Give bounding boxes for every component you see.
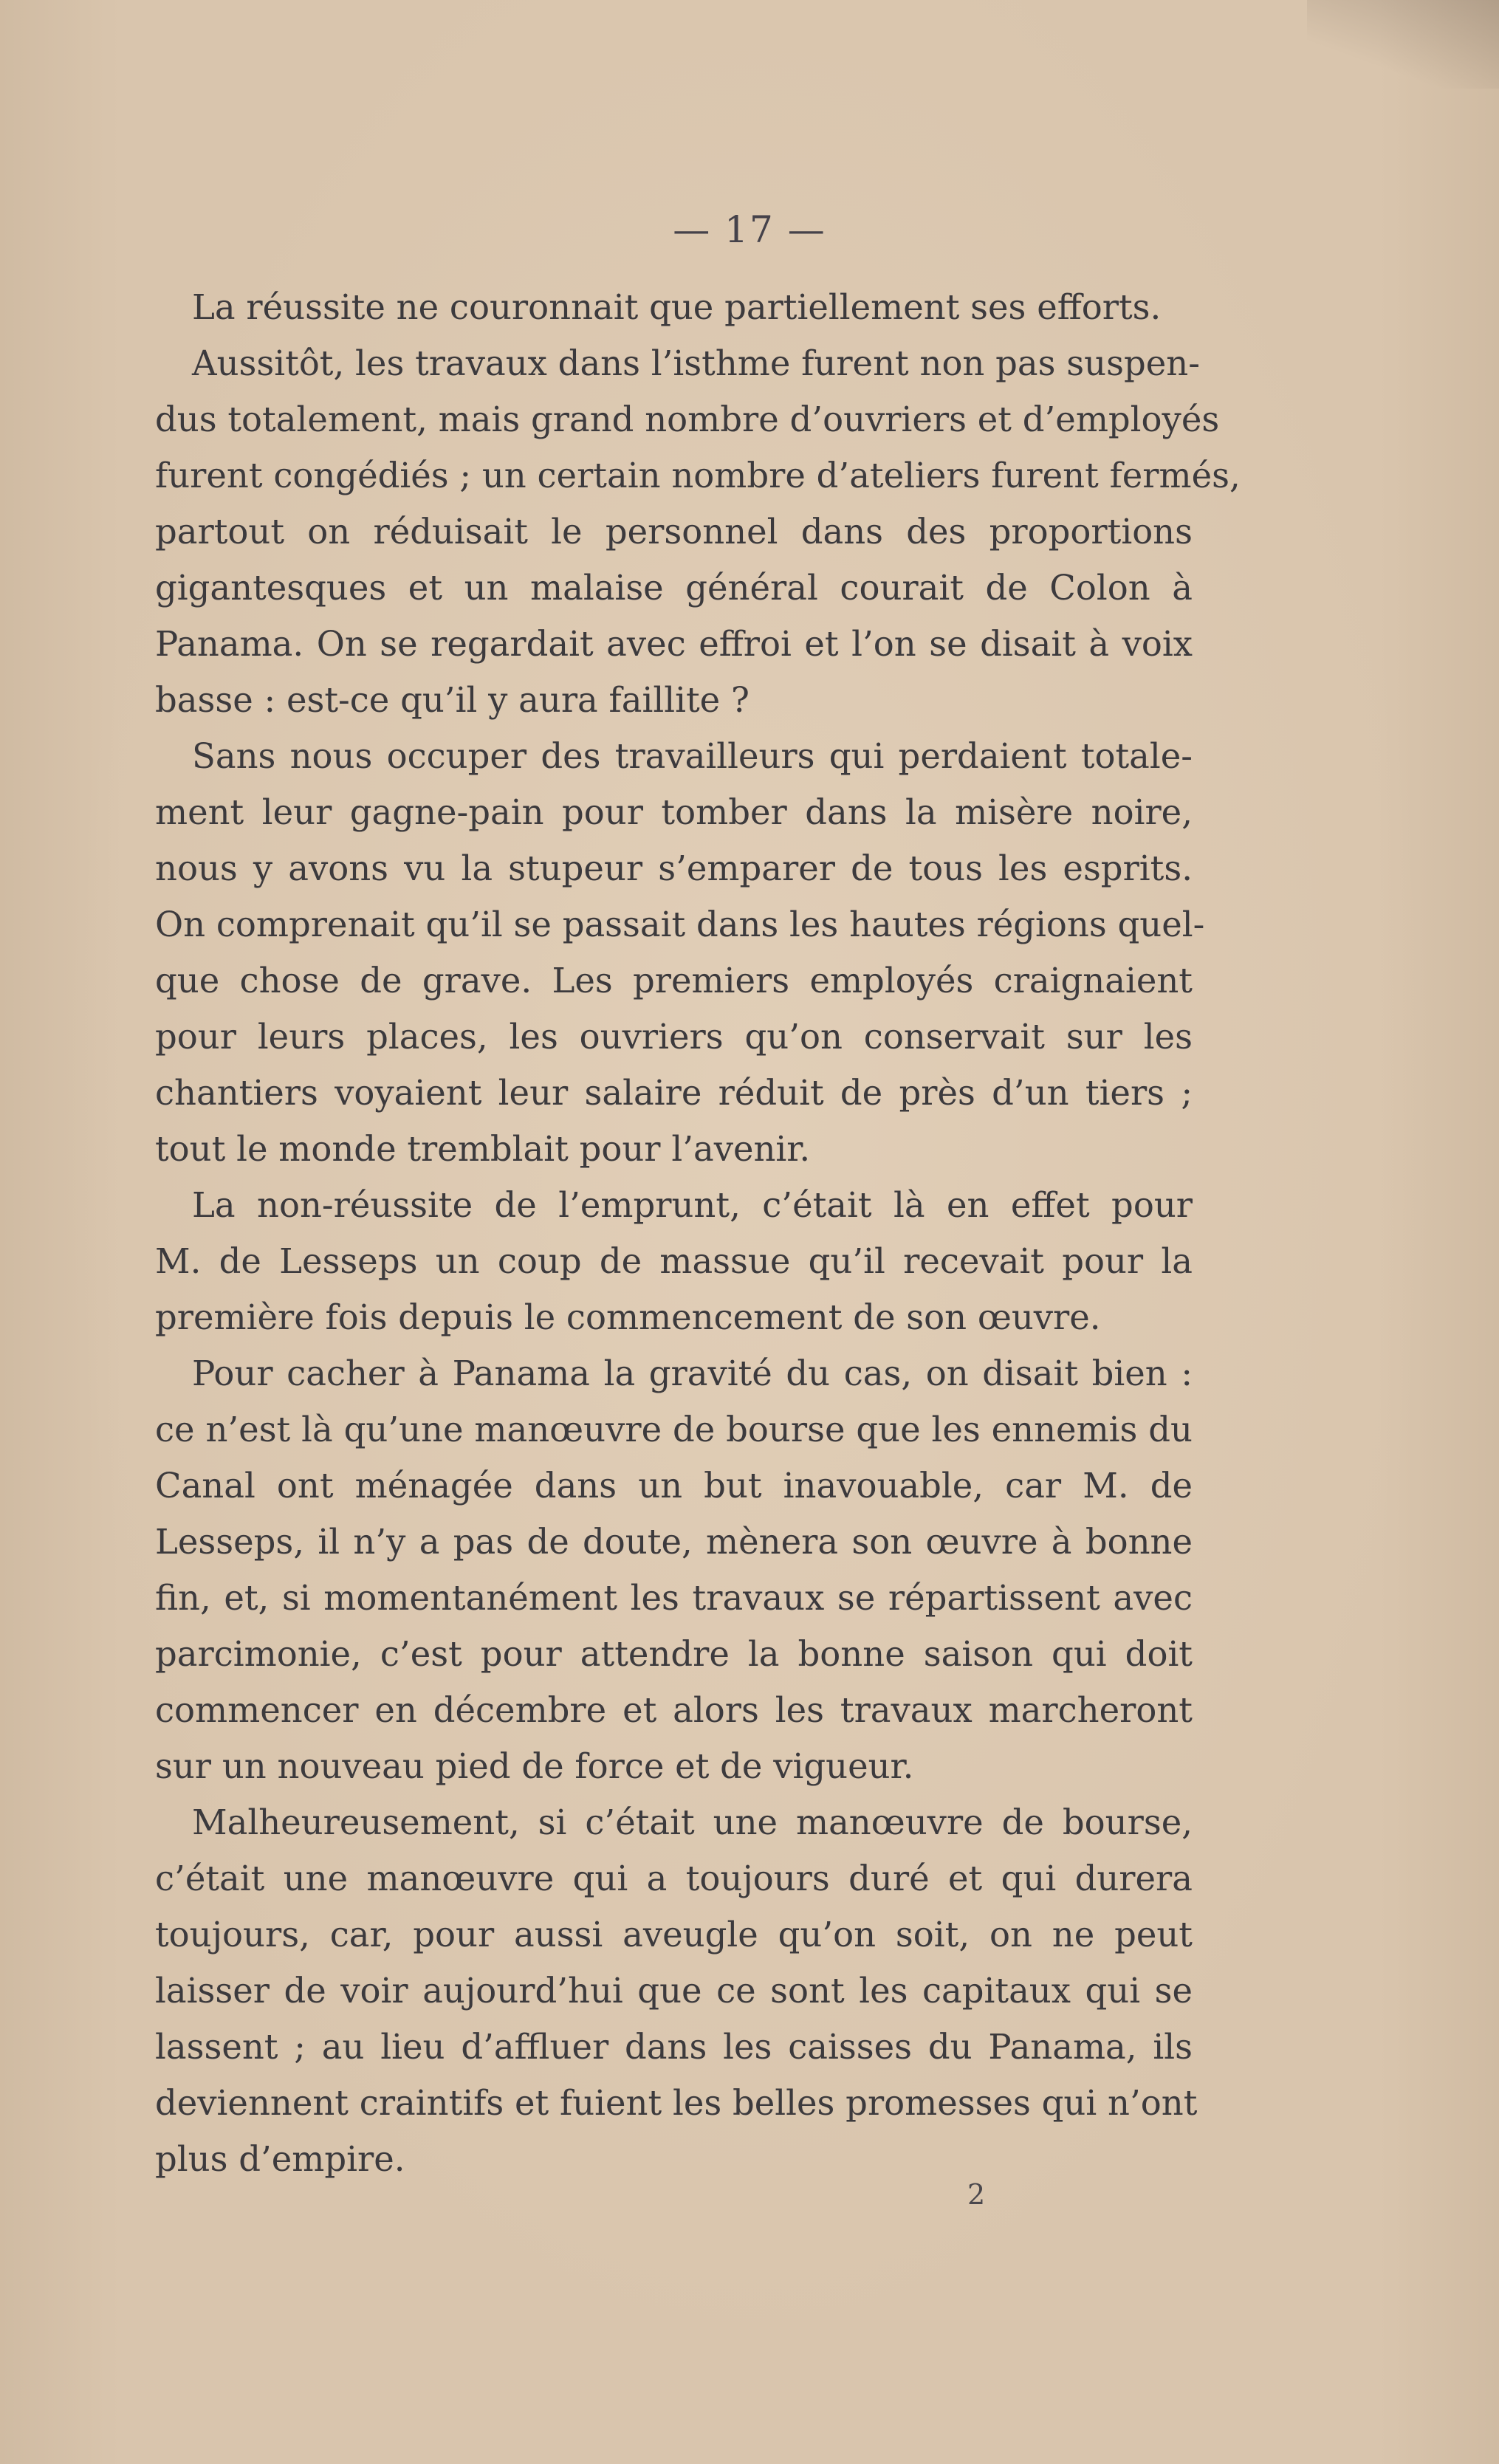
text-line: Pour cacher à Panama la gravité du cas, on disait bien :: [192, 1353, 1193, 1393]
text-line: commencer en décembre et alors les travaux marcheront: [155, 1690, 1193, 1730]
text-line: ment leur gagne-pain pour tomber dans la misère noire,: [155, 792, 1193, 832]
text-line: que chose de grave. Les premiers employés craignaient: [155, 961, 1193, 1001]
text-line: dus totalement, mais grand nombre d’ouvriers et d’employés: [155, 399, 1220, 439]
signature-mark: 2: [967, 2178, 986, 2211]
text-line: fin, et, si momentanément les travaux se répartissent avec: [155, 1578, 1193, 1618]
page-corner-shadow: [1307, 0, 1499, 89]
text-line: ce n’est là qu’une manœuvre de bourse que les ennemis du: [155, 1410, 1193, 1449]
text-line: Malheureusement, si c’était une manœuvre de bourse,: [192, 1802, 1193, 1842]
text-line: plus d’empire.: [155, 2139, 405, 2179]
text-line: sur un nouveau pied de force et de vigueur.: [155, 1746, 914, 1786]
text-line: laisser de voir aujourd’hui que ce sont les capitaux qui se: [155, 1971, 1193, 2011]
text-line: parcimonie, c’est pour attendre la bonne saison qui doit: [155, 1634, 1193, 1674]
text-line: M. de Lesseps un coup de massue qu’il recevait pour la: [155, 1241, 1193, 1281]
text-line: On comprenait qu’il se passait dans les hautes régions quel-: [155, 905, 1205, 944]
text-line: Panama. On se regardait avec effroi et l’on se disait à voix: [155, 624, 1193, 664]
text-line: c’était une manœuvre qui a toujours duré et qui durera: [155, 1859, 1193, 1898]
text-line: partout on réduisait le personnel dans des proportions: [155, 512, 1193, 552]
text-line: furent congédiés ; un certain nombre d’ateliers furent fermés,: [155, 456, 1241, 495]
text-line: basse : est-ce qu’il y aura faillite ?: [155, 680, 750, 720]
text-line: La réussite ne couronnait que partiellement ses efforts.: [192, 287, 1162, 327]
text-line: pour leurs places, les ouvriers qu’on conservait sur les: [155, 1017, 1193, 1057]
text-line: nous y avons vu la stupeur s’emparer de tous les esprits.: [155, 848, 1193, 888]
text-line: deviennent craintifs et fuient les belles promesses qui n’ont: [155, 2083, 1198, 2123]
body-text: [155, 279, 1241, 2187]
text-line: Sans nous occuper des travailleurs qui perdaient totale-: [192, 736, 1193, 776]
text-line: Aussitôt, les travaux dans l’isthme furent non pas suspen-: [192, 343, 1200, 383]
text-line: toujours, car, pour aussi aveugle qu’on soit, on ne peut: [155, 1915, 1193, 1955]
text-line: première fois depuis le commencement de son œuvre.: [155, 1297, 1101, 1337]
text-line: chantiers voyaient leur salaire réduit de près d’un tiers ;: [155, 1073, 1193, 1113]
text-line: Lesseps, il n’y a pas de doute, mènera son œuvre à bonne: [155, 1522, 1193, 1562]
text-line: lassent ; au lieu d’affluer dans les caisses du Panama, ils: [155, 2027, 1193, 2067]
text-line: La non-réussite de l’emprunt, c’était là en effet pour: [192, 1185, 1193, 1225]
text-line: Canal ont ménagée dans un but inavouable, car M. de: [155, 1466, 1193, 1506]
page-number: — 17 —: [673, 208, 826, 251]
text-line: gigantesques et un malaise général courait de Colon à: [155, 568, 1193, 608]
text-line: tout le monde tremblait pour l’avenir.: [155, 1129, 811, 1169]
